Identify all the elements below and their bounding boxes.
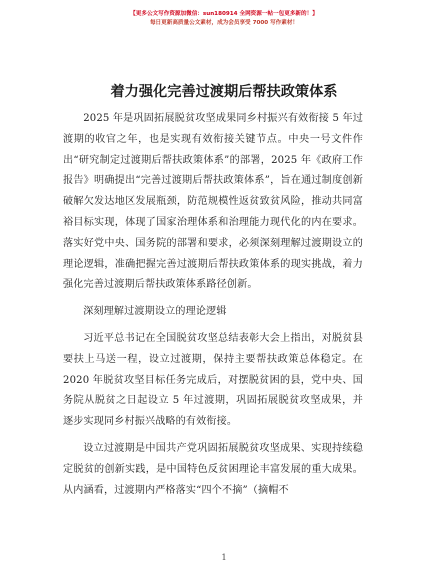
banner-line-1: 【更多公文写作资源加微信：sun180914 全网资源一帖一包更多新的！】 (130, 11, 318, 17)
section-heading: 深刻理解过渡期设立的理论逻辑 (83, 306, 227, 318)
intro-paragraph: 2025 年是巩固拓展脱贫攻坚成果同乡村振兴有效衔接 5 年过渡期的收官之年，也是实现有效衔接关键节点。中央一号文件作出“研究制定过渡期后帮扶政策体系”的部署，2025 年《政府工作报告》明确提出“完善过渡期后帮扶政策体系”，旨在通过制度创新破解欠发达地区发展瓶颈，防范规模性返贫致贫风险，推动共同富裕目标实现，体现了国家治理体系和治理能力现代化的内在要求。落实好党中央、国务院的部署和要求，必须深刻理解过渡期设立的理论逻辑，准确把握完善过渡期后帮扶政策体系的现实挑战，着力强化完善过渡期后帮扶政策体系路径创新。 (63, 113, 363, 291)
document-title: 着力强化完善过渡期后帮扶政策体系 (110, 84, 338, 100)
banner-line-2: 每日更新高质量公文素材，成为会员享受 7000 写作素材！ (149, 20, 299, 26)
page-number: 1 (221, 553, 227, 562)
document-body (63, 109, 363, 507)
section-paragraph: 设立过渡期是中国共产党巩固拓展脱贫攻坚成果、实现持续稳定脱贫的创新实践，是中国特色反贫困理论丰富发展的重大成果。从内涵看，过渡期内严格落实“四个不摘”（摘帽不 (63, 442, 363, 496)
header-banner (0, 10, 448, 28)
section-paragraph: 习近平总书记在全国脱贫攻坚总结表彰大会上指出，对脱贫县要扶上马送一程，设立过渡期，保持主要帮扶政策总体稳定。在 2020 年脱贫攻坚目标任务完成后，对摆脱贫困的县，党中央、国务院从脱贫之日起设立 5 年过渡期，巩固拓展脱贫攻坚成果，并逐步实现同乡村振兴战略的有效衔接。 (63, 332, 363, 428)
